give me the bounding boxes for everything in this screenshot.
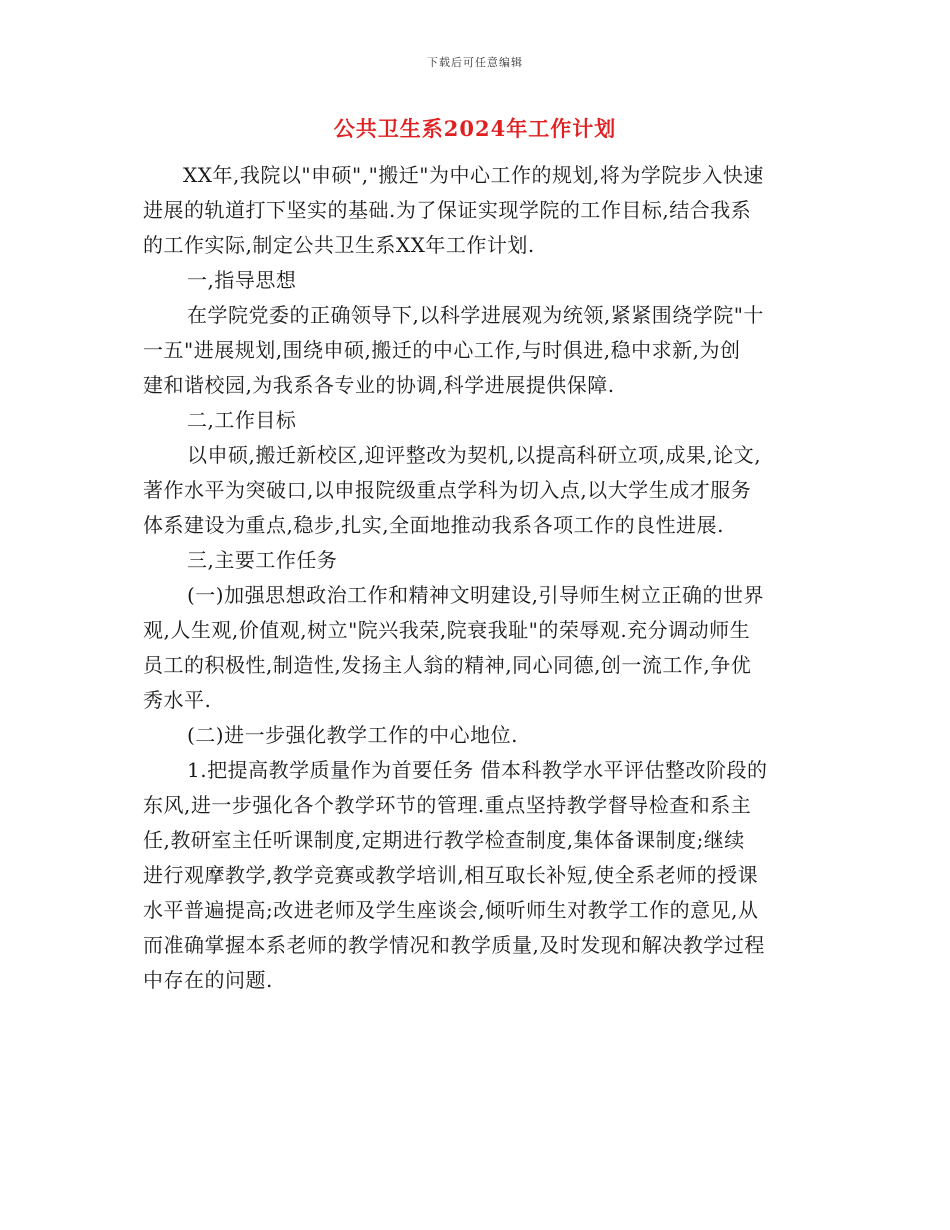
paragraph-line: (一)加强思想政治工作和精神文明建设,引导师生树立正确的世界: [187, 583, 764, 607]
document-body: [143, 160, 813, 1000]
paragraph-line: 体系建设为重点,稳步,扎实,全面地推动我系各项工作的良性进展.: [143, 513, 724, 537]
paragraph-line: 著作水平为突破口,以申报院级重点学科为切入点,以大学生成才服务: [143, 478, 752, 502]
paragraph-line: XX年,我院以"申硕","搬迁"为中心工作的规划,将为学院步入快速: [183, 163, 764, 187]
paragraph-line: 建和谐校园,为我系各专业的协调,科学进展提供保障.: [143, 373, 615, 397]
paragraph-line: 秀水平.: [143, 688, 212, 712]
paragraph-line: 而准确掌握本系老师的教学情况和教学质量,及时发现和解决教学过程: [143, 933, 765, 957]
paragraph-line: 在学院党委的正确领导下,以科学进展观为统领,紧紧围绕学院"十: [187, 303, 764, 327]
paragraph-line: 任,教研室主任听课制度,定期进行教学检查制度,集体备课制度;继续: [143, 828, 745, 852]
paragraph-line: 进展的轨道打下坚实的基础.为了保证实现学院的工作目标,结合我系: [143, 198, 752, 222]
paragraph-line: 东风,进一步强化各个教学环节的管理.重点坚持教学督导检查和系主: [143, 793, 752, 817]
section-heading: 二,工作目标: [187, 408, 297, 432]
paragraph-line: 水平普遍提高;改进老师及学生座谈会,倾听师生对教学工作的意见,从: [143, 898, 759, 922]
header-note: 下载后可任意编辑: [427, 56, 523, 69]
paragraph-line: 的工作实际,制定公共卫生系XX年工作计划.: [143, 233, 535, 257]
paragraph-line: 1.把提高教学质量作为首要任务 借本科教学水平评估整改阶段的: [187, 758, 768, 782]
paragraph-line: (二)进一步强化教学工作的中心地位.: [187, 723, 518, 747]
paragraph-line: 中存在的问题.: [143, 968, 273, 992]
section-heading: 三,主要工作任务: [187, 548, 338, 572]
paragraph-line: 进行观摩教学,教学竞赛或教学培训,相互取长补短,使全系老师的授课: [143, 863, 759, 887]
paragraph-line: 员工的积极性,制造性,发扬主人翁的精神,同心同德,创一流工作,争优: [143, 653, 752, 677]
paragraph-line: 一五"进展规划,围绕申硕,搬迁的中心工作,与时俱进,稳中求新,为创: [143, 338, 741, 362]
document-title: 公共卫生系2024年工作计划: [333, 116, 617, 141]
paragraph-line: 以申硕,搬迁新校区,迎评整改为契机,以提高科研立项,成果,论文,: [187, 443, 762, 467]
paragraph-line: 观,人生观,价值观,树立"院兴我荣,院衰我耻"的荣辱观.充分调动师生: [143, 618, 751, 642]
section-heading: 一,指导思想: [187, 268, 297, 292]
